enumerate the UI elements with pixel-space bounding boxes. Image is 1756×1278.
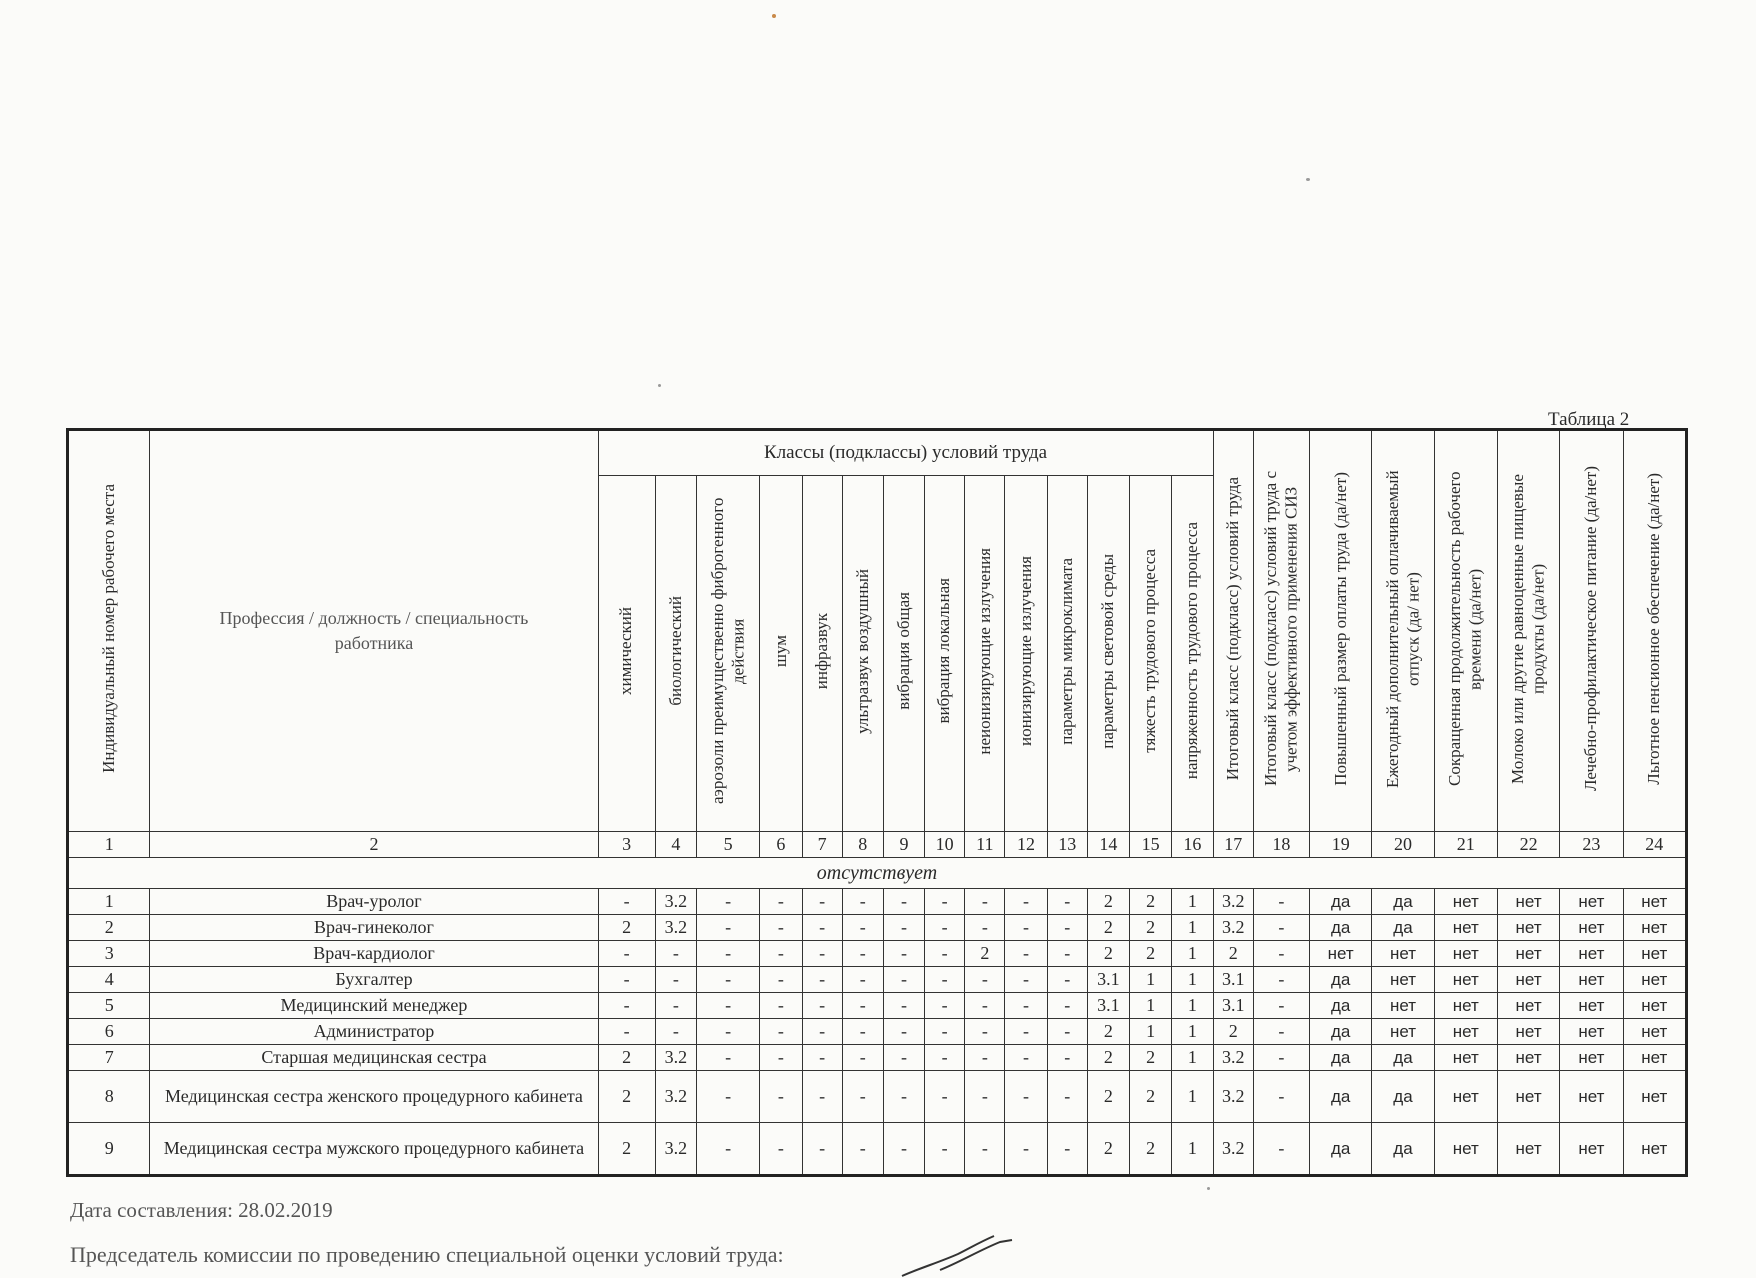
class-cell: 2 — [1087, 1045, 1129, 1071]
header-final-class-ppe: Итоговый класс (подкласс) условий труда с учетом эффективного применения СИЗ — [1253, 430, 1309, 832]
workplace-number-cell: 2 — [68, 915, 150, 941]
class-cell: - — [1005, 1019, 1047, 1045]
guarantee-cell: нет — [1623, 915, 1686, 941]
guarantee-cell: нет — [1497, 915, 1559, 941]
class-cell: 2 — [598, 1045, 655, 1071]
class-cell: 1 — [1130, 967, 1172, 993]
workplace-number-cell: 1 — [68, 889, 150, 915]
table-row — [68, 967, 1687, 993]
column-number: 20 — [1372, 832, 1434, 858]
guarantee-cell: да — [1372, 1123, 1434, 1176]
class-cell: - — [802, 967, 842, 993]
class-cell: - — [842, 1123, 883, 1176]
class-cell: 3.2 — [1213, 889, 1253, 915]
class-cell: 2 — [1130, 1045, 1172, 1071]
class-cell: - — [965, 967, 1005, 993]
workplace-number-cell: 4 — [68, 967, 150, 993]
header-factor: тяжесть трудового процесса — [1130, 476, 1172, 832]
class-cell: - — [1005, 967, 1047, 993]
guarantee-cell: да — [1310, 1071, 1372, 1123]
class-cell: - — [697, 889, 760, 915]
guarantee-cell: да — [1372, 889, 1434, 915]
column-number: 21 — [1434, 832, 1497, 858]
class-cell: - — [1047, 993, 1087, 1019]
class-cell: 2 — [1213, 1019, 1253, 1045]
class-cell: - — [1005, 915, 1047, 941]
class-cell: - — [925, 993, 965, 1019]
guarantee-cell: да — [1310, 1019, 1372, 1045]
column-number: 11 — [965, 832, 1005, 858]
class-cell: - — [842, 889, 883, 915]
profession-cell: Медицинская сестра женского процедурного кабинета — [150, 1071, 598, 1123]
guarantee-cell: нет — [1434, 889, 1497, 915]
class-cell: - — [1047, 967, 1087, 993]
class-cell: 2 — [965, 941, 1005, 967]
class-cell: - — [655, 1019, 696, 1045]
scan-speck — [1207, 1187, 1210, 1190]
class-cell: - — [655, 967, 696, 993]
class-cell: - — [1047, 915, 1087, 941]
class-cell: 1 — [1172, 889, 1213, 915]
table-row — [68, 1071, 1687, 1123]
guarantee-cell: нет — [1623, 967, 1686, 993]
class-cell: - — [883, 889, 924, 915]
class-cell: - — [697, 1019, 760, 1045]
workplace-number-cell: 9 — [68, 1123, 150, 1176]
class-cell: - — [1005, 889, 1047, 915]
column-number: 22 — [1497, 832, 1559, 858]
class-cell: - — [598, 941, 655, 967]
column-number-row — [68, 832, 1687, 858]
sout-results-table — [66, 428, 1688, 1177]
class-cell: 1 — [1172, 1045, 1213, 1071]
column-number: 17 — [1213, 832, 1253, 858]
header-final-class: Итоговый класс (подкласс) условий труда — [1213, 430, 1253, 832]
class-cell: 2 — [1130, 941, 1172, 967]
class-cell: - — [760, 1071, 802, 1123]
class-cell: 1 — [1172, 1123, 1213, 1176]
class-cell: 3.2 — [655, 1123, 696, 1176]
header-classes-group: Классы (подклассы) условий труда — [598, 430, 1213, 476]
header-food: Лечебно-профилактическое питание (да/нет) — [1560, 430, 1623, 832]
column-number: 3 — [598, 832, 655, 858]
class-cell: 2 — [1130, 1123, 1172, 1176]
scan-speck — [1306, 178, 1310, 181]
guarantee-cell: да — [1310, 993, 1372, 1019]
class-cell: - — [802, 1019, 842, 1045]
header-factor: химический — [598, 476, 655, 832]
class-cell: - — [883, 967, 924, 993]
guarantee-cell: нет — [1372, 967, 1434, 993]
class-cell: 1 — [1172, 1019, 1213, 1045]
header-extra-pay: Повышенный размер оплаты труда (да/нет) — [1310, 430, 1372, 832]
guarantee-cell: да — [1372, 1071, 1434, 1123]
table-row — [68, 1045, 1687, 1071]
scan-speck — [772, 14, 776, 18]
class-cell: - — [1005, 1071, 1047, 1123]
class-cell: - — [883, 1071, 924, 1123]
workplace-number-cell: 7 — [68, 1045, 150, 1071]
class-cell: - — [655, 993, 696, 1019]
class-cell: - — [842, 993, 883, 1019]
column-number: 18 — [1253, 832, 1309, 858]
guarantee-cell: нет — [1434, 1019, 1497, 1045]
header-factor: неионизирующие излучения — [965, 476, 1005, 832]
class-cell: - — [760, 1045, 802, 1071]
class-cell: - — [598, 889, 655, 915]
class-cell: - — [1253, 993, 1309, 1019]
class-cell: - — [965, 1123, 1005, 1176]
class-cell: 2 — [598, 1123, 655, 1176]
footer-chair-line: Председатель комиссии по проведению специальной оценки условий труда: — [70, 1242, 784, 1267]
guarantee-cell: нет — [1434, 915, 1497, 941]
class-cell: - — [1047, 1045, 1087, 1071]
class-cell: - — [883, 941, 924, 967]
class-cell: - — [1005, 1123, 1047, 1176]
class-cell: - — [965, 1071, 1005, 1123]
class-cell: 2 — [1087, 941, 1129, 967]
guarantee-cell: нет — [1434, 967, 1497, 993]
guarantee-cell: нет — [1623, 889, 1686, 915]
class-cell: - — [883, 915, 924, 941]
guarantee-cell: нет — [1434, 1123, 1497, 1176]
guarantee-cell: нет — [1623, 1045, 1686, 1071]
class-cell: - — [883, 1019, 924, 1045]
profession-cell: Врач-кардиолог — [150, 941, 598, 967]
column-number: 19 — [1310, 832, 1372, 858]
class-cell: 1 — [1172, 993, 1213, 1019]
class-cell: 3.2 — [1213, 1045, 1253, 1071]
header-factor: ультразвук воздушный — [842, 476, 883, 832]
class-cell: - — [925, 889, 965, 915]
header-factor: инфразвук — [802, 476, 842, 832]
guarantee-cell: нет — [1434, 993, 1497, 1019]
header-factor: ионизирующие излучения — [1005, 476, 1047, 832]
class-cell: 3.2 — [655, 1071, 696, 1123]
table-row — [68, 993, 1687, 1019]
class-cell: - — [802, 915, 842, 941]
class-cell: - — [1005, 941, 1047, 967]
header-factor: напряженность трудового процесса — [1172, 476, 1213, 832]
class-cell: - — [925, 1123, 965, 1176]
class-cell: 2 — [598, 915, 655, 941]
guarantee-cell: нет — [1560, 1019, 1623, 1045]
class-cell: - — [697, 1123, 760, 1176]
column-number: 2 — [150, 832, 598, 858]
column-number: 16 — [1172, 832, 1213, 858]
class-cell: - — [965, 915, 1005, 941]
guarantee-cell: нет — [1372, 941, 1434, 967]
class-cell: - — [655, 941, 696, 967]
workplace-number-cell: 8 — [68, 1071, 150, 1123]
class-cell: - — [697, 1071, 760, 1123]
guarantee-cell: нет — [1434, 941, 1497, 967]
header-factor: параметры световой среды — [1087, 476, 1129, 832]
class-cell: - — [802, 1045, 842, 1071]
class-cell: 2 — [1130, 915, 1172, 941]
header-factor: вибрация локальная — [925, 476, 965, 832]
class-cell: - — [697, 993, 760, 1019]
class-cell: - — [802, 1071, 842, 1123]
guarantee-cell: нет — [1623, 1123, 1686, 1176]
guarantee-cell: нет — [1497, 941, 1559, 967]
class-cell: 1 — [1172, 915, 1213, 941]
profession-cell: Бухгалтер — [150, 967, 598, 993]
class-cell: 1 — [1130, 993, 1172, 1019]
guarantee-cell: нет — [1434, 1045, 1497, 1071]
guarantee-cell: нет — [1623, 941, 1686, 967]
class-cell: - — [965, 993, 1005, 1019]
column-number: 5 — [697, 832, 760, 858]
column-number: 1 — [68, 832, 150, 858]
class-cell: - — [925, 915, 965, 941]
class-cell: - — [1005, 1045, 1047, 1071]
class-cell: 2 — [1087, 915, 1129, 941]
column-number: 10 — [925, 832, 965, 858]
section-label: отсутствует — [68, 858, 1687, 889]
class-cell: 1 — [1172, 1071, 1213, 1123]
guarantee-cell: нет — [1310, 941, 1372, 967]
class-cell: - — [598, 967, 655, 993]
class-cell: - — [802, 993, 842, 1019]
guarantee-cell: нет — [1497, 967, 1559, 993]
profession-cell: Медицинская сестра мужского процедурного кабинета — [150, 1123, 598, 1176]
section-row — [68, 858, 1687, 889]
class-cell: 2 — [1087, 1071, 1129, 1123]
class-cell: - — [925, 1019, 965, 1045]
guarantee-cell: да — [1310, 915, 1372, 941]
guarantee-cell: да — [1372, 915, 1434, 941]
header-profession: Профессия / должность / специальность работника — [150, 430, 598, 832]
table-row — [68, 915, 1687, 941]
guarantee-cell: нет — [1372, 993, 1434, 1019]
guarantee-cell: да — [1372, 1045, 1434, 1071]
class-cell: - — [1253, 1123, 1309, 1176]
profession-cell: Врач-уролог — [150, 889, 598, 915]
class-cell: 2 — [1130, 1071, 1172, 1123]
class-cell: - — [883, 993, 924, 1019]
class-cell: 2 — [1213, 941, 1253, 967]
class-cell: 1 — [1130, 1019, 1172, 1045]
class-cell: 2 — [598, 1071, 655, 1123]
class-cell: - — [697, 967, 760, 993]
class-cell: - — [925, 967, 965, 993]
guarantee-cell: нет — [1560, 915, 1623, 941]
class-cell: - — [925, 1045, 965, 1071]
guarantee-cell: нет — [1497, 1045, 1559, 1071]
header-milk: Молоко или другие равноценные пищевые продукты (да/нет) — [1497, 430, 1559, 832]
guarantee-cell: да — [1310, 967, 1372, 993]
guarantee-cell: нет — [1560, 889, 1623, 915]
guarantee-cell: нет — [1560, 1045, 1623, 1071]
class-cell: - — [697, 915, 760, 941]
guarantee-cell: нет — [1623, 1071, 1686, 1123]
class-cell: - — [842, 967, 883, 993]
guarantee-cell: нет — [1560, 1071, 1623, 1123]
class-cell: - — [842, 915, 883, 941]
class-cell: - — [1047, 889, 1087, 915]
class-cell: - — [842, 1045, 883, 1071]
class-cell: 3.1 — [1213, 993, 1253, 1019]
class-cell: - — [760, 941, 802, 967]
guarantee-cell: да — [1310, 1123, 1372, 1176]
header-row-top — [68, 430, 1687, 476]
table-caption: Таблица 2 — [1548, 409, 1630, 430]
header-factor: биологический — [655, 476, 696, 832]
signature — [900, 1232, 1020, 1278]
guarantee-cell: нет — [1497, 1123, 1559, 1176]
guarantee-cell: нет — [1372, 1019, 1434, 1045]
class-cell: - — [842, 941, 883, 967]
column-number: 4 — [655, 832, 696, 858]
class-cell: 2 — [1087, 1019, 1129, 1045]
class-cell: - — [760, 915, 802, 941]
class-cell: - — [925, 1071, 965, 1123]
guarantee-cell: нет — [1623, 1019, 1686, 1045]
class-cell: - — [802, 889, 842, 915]
class-cell: 3.2 — [1213, 1071, 1253, 1123]
guarantee-cell: нет — [1623, 993, 1686, 1019]
class-cell: - — [1005, 993, 1047, 1019]
class-cell: - — [965, 1045, 1005, 1071]
class-cell: - — [925, 941, 965, 967]
class-cell: - — [1253, 1019, 1309, 1045]
class-cell: - — [802, 1123, 842, 1176]
class-cell: - — [1047, 1123, 1087, 1176]
profession-cell: Администратор — [150, 1019, 598, 1045]
header-short-time: Сокращенная продолжительность рабочего времени (да/нет) — [1434, 430, 1497, 832]
footer-date: Дата составления: 28.02.2019 — [70, 1198, 333, 1222]
class-cell: - — [842, 1071, 883, 1123]
class-cell: 3.2 — [1213, 915, 1253, 941]
table-row — [68, 1123, 1687, 1176]
class-cell: - — [760, 967, 802, 993]
guarantee-cell: нет — [1497, 889, 1559, 915]
class-cell: - — [1047, 1019, 1087, 1045]
table-row — [68, 941, 1687, 967]
header-pension: Льготное пенсионное обеспечение (да/нет) — [1623, 430, 1686, 832]
class-cell: 2 — [1130, 889, 1172, 915]
guarantee-cell: да — [1310, 1045, 1372, 1071]
table-row — [68, 889, 1687, 915]
guarantee-cell: нет — [1560, 941, 1623, 967]
header-workplace-no: Индивидуальный номер рабочего места — [68, 430, 150, 832]
class-cell: 2 — [1087, 1123, 1129, 1176]
workplace-number-cell: 6 — [68, 1019, 150, 1045]
class-cell: - — [1253, 889, 1309, 915]
guarantee-cell: нет — [1560, 967, 1623, 993]
table-row — [68, 1019, 1687, 1045]
header-factor: аэрозоли преимущественно фиброгенного действия — [697, 476, 760, 832]
class-cell: 1 — [1172, 967, 1213, 993]
class-cell: 3.2 — [655, 915, 696, 941]
class-cell: 3.2 — [655, 889, 696, 915]
class-cell: 3.2 — [655, 1045, 696, 1071]
class-cell: - — [1047, 941, 1087, 967]
class-cell: - — [598, 1019, 655, 1045]
header-extra-leave: Ежегодный дополнительный оплачиваемый отпуск (да/ нет) — [1372, 430, 1434, 832]
class-cell: - — [760, 1019, 802, 1045]
column-number: 15 — [1130, 832, 1172, 858]
class-cell: - — [965, 889, 1005, 915]
profession-cell: Медицинский менеджер — [150, 993, 598, 1019]
column-number: 8 — [842, 832, 883, 858]
column-number: 6 — [760, 832, 802, 858]
class-cell: - — [883, 1123, 924, 1176]
guarantee-cell: нет — [1497, 1019, 1559, 1045]
guarantee-cell: да — [1310, 889, 1372, 915]
class-cell: - — [883, 1045, 924, 1071]
class-cell: - — [965, 1019, 1005, 1045]
class-cell: - — [1253, 1045, 1309, 1071]
class-cell: - — [760, 1123, 802, 1176]
column-number: 9 — [883, 832, 924, 858]
class-cell: - — [697, 1045, 760, 1071]
class-cell: - — [697, 941, 760, 967]
column-number: 13 — [1047, 832, 1087, 858]
header-factor: шум — [760, 476, 802, 832]
column-number: 12 — [1005, 832, 1047, 858]
profession-cell: Старшая медицинская сестра — [150, 1045, 598, 1071]
guarantee-cell: нет — [1434, 1071, 1497, 1123]
column-number: 24 — [1623, 832, 1686, 858]
profession-cell: Врач-гинеколог — [150, 915, 598, 941]
class-cell: 2 — [1087, 889, 1129, 915]
class-cell: - — [598, 993, 655, 1019]
class-cell: - — [1253, 967, 1309, 993]
class-cell: 3.1 — [1087, 967, 1129, 993]
guarantee-cell: нет — [1497, 993, 1559, 1019]
workplace-number-cell: 3 — [68, 941, 150, 967]
workplace-number-cell: 5 — [68, 993, 150, 1019]
column-number: 23 — [1560, 832, 1623, 858]
class-cell: - — [1047, 1071, 1087, 1123]
guarantee-cell: нет — [1560, 1123, 1623, 1176]
class-cell: 1 — [1172, 941, 1213, 967]
class-cell: - — [1253, 915, 1309, 941]
class-cell: 3.1 — [1087, 993, 1129, 1019]
class-cell: 3.2 — [1213, 1123, 1253, 1176]
class-cell: 3.1 — [1213, 967, 1253, 993]
header-factor: вибрация общая — [883, 476, 924, 832]
class-cell: - — [1253, 941, 1309, 967]
class-cell: - — [1253, 1071, 1309, 1123]
column-number: 14 — [1087, 832, 1129, 858]
column-number: 7 — [802, 832, 842, 858]
class-cell: - — [760, 889, 802, 915]
scan-speck — [658, 384, 661, 387]
class-cell: - — [760, 993, 802, 1019]
guarantee-cell: нет — [1560, 993, 1623, 1019]
class-cell: - — [842, 1019, 883, 1045]
class-cell: - — [802, 941, 842, 967]
header-factor: параметры микроклимата — [1047, 476, 1087, 832]
guarantee-cell: нет — [1497, 1071, 1559, 1123]
